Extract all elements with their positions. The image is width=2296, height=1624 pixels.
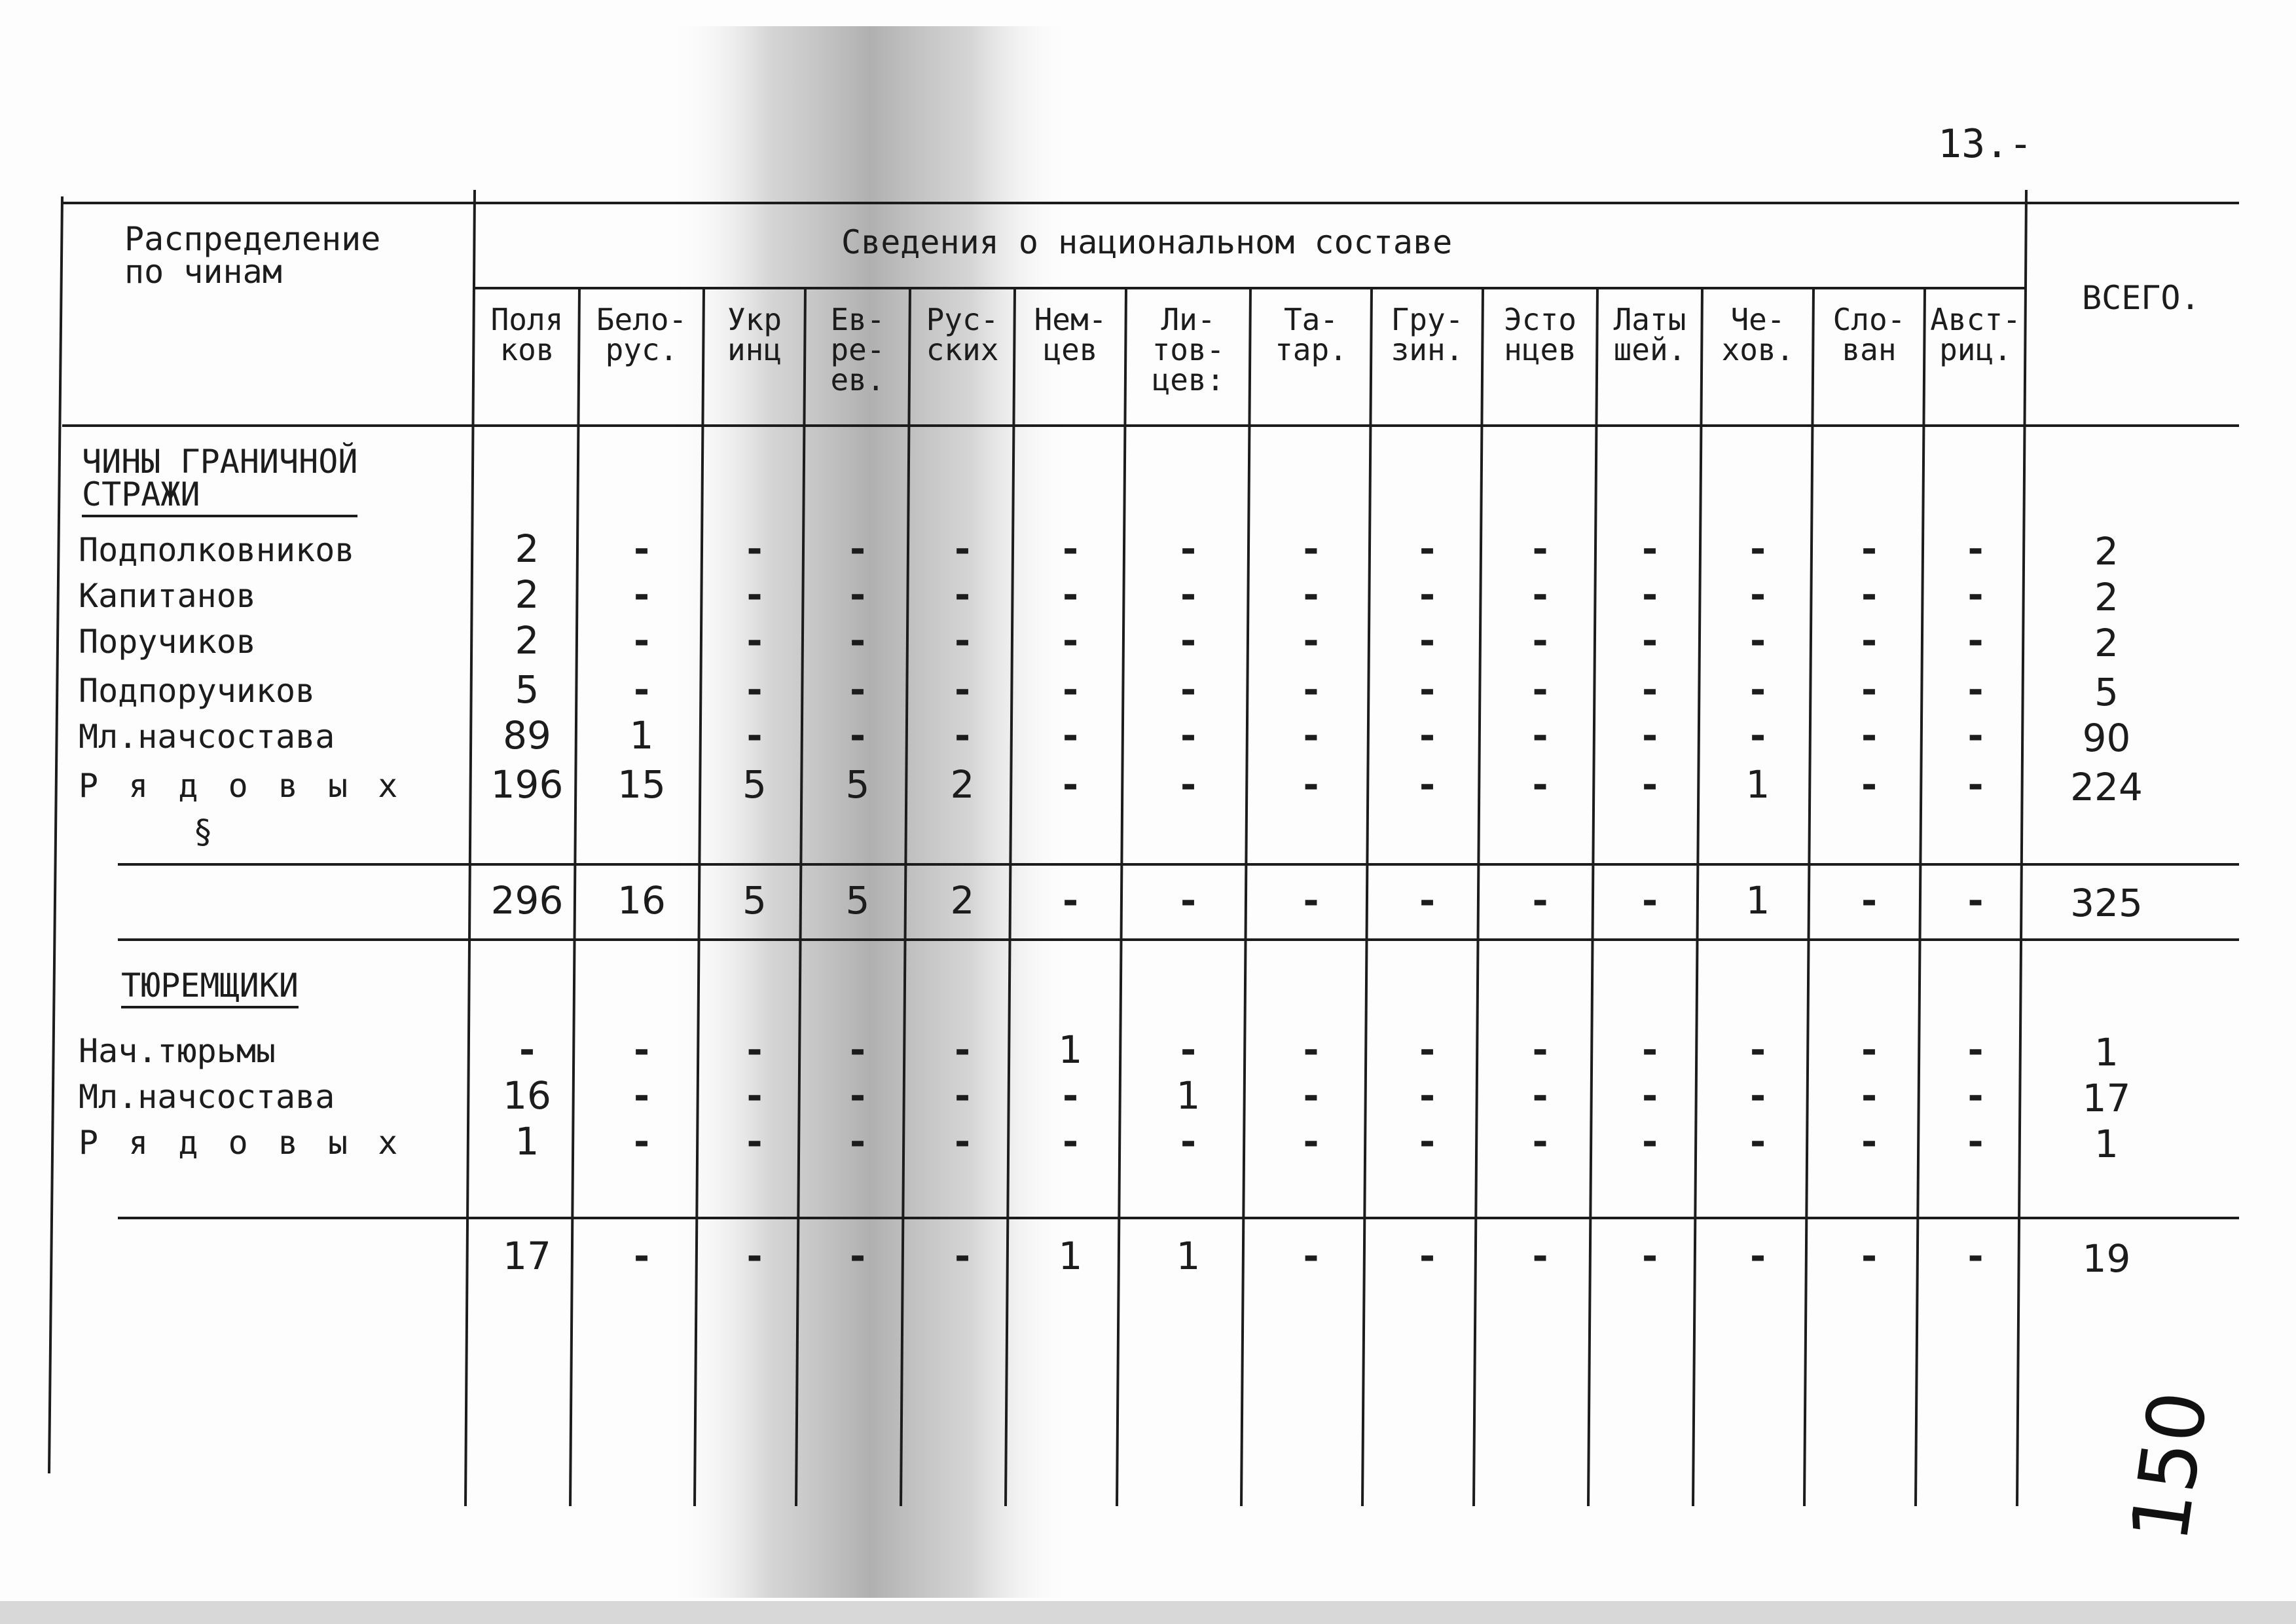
column-header: Авст- риц.: [1930, 302, 2021, 367]
empty-cell: -: [1641, 618, 1658, 663]
empty-cell: -: [1967, 762, 1984, 807]
empty-cell: -: [1532, 713, 1548, 758]
empty-cell: -: [1303, 762, 1319, 807]
total-cell: 5: [2094, 670, 2119, 714]
total-cell: 2: [2094, 529, 2119, 574]
value-cell: 5: [515, 667, 539, 712]
empty-cell: -: [1967, 878, 1984, 923]
empty-cell: -: [1749, 618, 1766, 663]
column-header: Латы шей.: [1613, 302, 1686, 367]
empty-cell: -: [1861, 713, 1878, 758]
empty-cell: -: [633, 1119, 650, 1164]
empty-cell: -: [633, 1234, 650, 1278]
value-cell: 1: [1058, 1234, 1083, 1278]
value-cell: 1: [1745, 762, 1770, 807]
section-mark: §: [193, 813, 213, 851]
empty-cell: -: [1749, 713, 1766, 758]
empty-cell: -: [1062, 526, 1079, 571]
empty-cell: -: [1419, 1027, 1436, 1072]
row-label: Мл.начсостава: [79, 1078, 335, 1116]
empty-cell: -: [1861, 1119, 1878, 1164]
empty-cell: -: [1419, 878, 1436, 923]
column-header: Та- тар.: [1275, 302, 1347, 367]
empty-cell: -: [1749, 1234, 1766, 1278]
empty-cell: -: [633, 667, 650, 712]
empty-cell: -: [1641, 1027, 1658, 1072]
empty-cell: -: [1749, 572, 1766, 617]
row-label: Нач.тюрьмы: [79, 1032, 276, 1070]
value-cell: 16: [503, 1073, 551, 1118]
column-header: Ев- ре- ев.: [830, 302, 885, 397]
empty-cell: -: [1180, 526, 1197, 571]
total-cell: 325: [2070, 881, 2143, 925]
row-label: Р я д о в ы х: [79, 1124, 403, 1162]
empty-cell: -: [954, 667, 971, 712]
empty-cell: -: [1967, 713, 1984, 758]
total-cell: 224: [2070, 765, 2143, 809]
value-cell: 1: [1058, 1027, 1083, 1072]
empty-cell: -: [1419, 762, 1436, 807]
value-cell: 16: [617, 878, 666, 923]
empty-cell: -: [1532, 762, 1548, 807]
value-cell: 15: [617, 762, 666, 807]
empty-cell: -: [1532, 667, 1548, 712]
value-cell: 2: [515, 526, 539, 571]
value-cell: 1: [1176, 1234, 1201, 1278]
total-header: ВСЕГО.: [2082, 279, 2200, 317]
empty-cell: -: [1532, 1119, 1548, 1164]
empty-cell: -: [746, 1234, 763, 1278]
empty-cell: -: [746, 526, 763, 571]
total-cell: 17: [2082, 1076, 2131, 1120]
value-cell: 196: [490, 762, 564, 807]
empty-cell: -: [1967, 1073, 1984, 1118]
total-cell: 2: [2094, 621, 2119, 665]
empty-cell: -: [633, 1027, 650, 1072]
empty-cell: -: [1180, 667, 1197, 712]
row-label: Поручиков: [79, 623, 256, 661]
empty-cell: -: [849, 1027, 866, 1072]
empty-cell: -: [1180, 1027, 1197, 1072]
empty-cell: -: [1062, 1119, 1079, 1164]
empty-cell: -: [954, 1234, 971, 1278]
empty-cell: -: [1967, 1234, 1984, 1278]
empty-cell: -: [1641, 762, 1658, 807]
empty-cell: -: [746, 713, 763, 758]
empty-cell: -: [1062, 713, 1079, 758]
column-header: Укр инц: [727, 302, 782, 367]
empty-cell: -: [1180, 878, 1197, 923]
column-header: Эсто нцев: [1504, 302, 1576, 367]
handwritten-folio-number: 150: [2114, 1386, 2226, 1547]
empty-cell: -: [1861, 1073, 1878, 1118]
empty-cell: -: [954, 1027, 971, 1072]
empty-cell: -: [1532, 572, 1548, 617]
row-label: Мл.начсостава: [79, 718, 335, 756]
value-cell: 1: [1176, 1073, 1201, 1118]
page-number: 13.-: [1938, 121, 2033, 167]
empty-cell: -: [1419, 713, 1436, 758]
column-header: Гру- зин.: [1391, 302, 1464, 367]
empty-cell: -: [1641, 667, 1658, 712]
empty-cell: -: [849, 1073, 866, 1118]
value-cell: 2: [515, 618, 539, 663]
empty-cell: -: [633, 526, 650, 571]
empty-cell: -: [1303, 572, 1319, 617]
empty-cell: -: [1419, 526, 1436, 571]
total-cell: 19: [2082, 1236, 2131, 1281]
total-cell: 2: [2094, 575, 2119, 619]
row-label: Р я д о в ы х: [79, 767, 403, 805]
empty-cell: -: [1062, 667, 1079, 712]
empty-cell: -: [1303, 878, 1319, 923]
empty-cell: -: [1861, 526, 1878, 571]
empty-cell: -: [1532, 618, 1548, 663]
empty-cell: -: [746, 1027, 763, 1072]
total-cell: 1: [2094, 1030, 2119, 1075]
empty-cell: -: [849, 713, 866, 758]
scanner-edge: [0, 1601, 2296, 1624]
empty-cell: -: [1062, 618, 1079, 663]
group-header: Сведения о национальном составе: [841, 223, 1453, 261]
empty-cell: -: [1062, 878, 1079, 923]
section-title: ЧИНЫ ГРАНИЧНОЙ СТРАЖИ: [82, 445, 357, 517]
empty-cell: -: [849, 1234, 866, 1278]
empty-cell: -: [1641, 572, 1658, 617]
empty-cell: -: [1532, 1027, 1548, 1072]
empty-cell: -: [1967, 1119, 1984, 1164]
empty-cell: -: [954, 1073, 971, 1118]
empty-cell: -: [1532, 1073, 1548, 1118]
empty-cell: -: [1303, 526, 1319, 571]
column-header: Поля ков: [490, 302, 564, 367]
empty-cell: -: [1180, 572, 1197, 617]
empty-cell: -: [1861, 667, 1878, 712]
value-cell: 17: [503, 1234, 551, 1278]
empty-cell: -: [849, 667, 866, 712]
empty-cell: -: [1180, 713, 1197, 758]
value-cell: 5: [845, 878, 870, 923]
total-cell: 1: [2094, 1122, 2119, 1166]
value-cell: 89: [503, 713, 551, 758]
empty-cell: -: [1419, 1234, 1436, 1278]
empty-cell: -: [1967, 618, 1984, 663]
empty-cell: -: [1861, 618, 1878, 663]
empty-cell: -: [1641, 1119, 1658, 1164]
empty-cell: -: [1749, 1073, 1766, 1118]
value-cell: 5: [742, 762, 767, 807]
empty-cell: -: [1967, 667, 1984, 712]
value-cell: 2: [950, 762, 975, 807]
empty-cell: -: [1532, 1234, 1548, 1278]
empty-cell: -: [1303, 1234, 1319, 1278]
empty-cell: -: [1861, 762, 1878, 807]
empty-cell: -: [1180, 618, 1197, 663]
empty-cell: -: [746, 667, 763, 712]
total-cell: 90: [2082, 716, 2131, 760]
empty-cell: -: [1303, 1073, 1319, 1118]
empty-cell: -: [633, 572, 650, 617]
empty-cell: -: [746, 1119, 763, 1164]
empty-cell: -: [1861, 878, 1878, 923]
empty-cell: -: [1749, 1119, 1766, 1164]
column-header: Че- хов.: [1721, 302, 1795, 367]
empty-cell: -: [1532, 878, 1548, 923]
empty-cell: -: [1967, 1027, 1984, 1072]
empty-cell: -: [954, 618, 971, 663]
empty-cell: -: [1062, 572, 1079, 617]
empty-cell: -: [1749, 667, 1766, 712]
empty-cell: -: [954, 713, 971, 758]
empty-cell: -: [1062, 762, 1079, 807]
row-header: Распределение по чинам: [124, 220, 381, 291]
empty-cell: -: [1641, 878, 1658, 923]
empty-cell: -: [633, 1073, 650, 1118]
value-cell: 1: [629, 713, 654, 758]
row-label: Подпоручиков: [79, 672, 316, 710]
value-cell: 1: [515, 1119, 539, 1164]
empty-cell: -: [1749, 526, 1766, 571]
value-cell: 1: [1745, 878, 1770, 923]
empty-cell: -: [1861, 572, 1878, 617]
empty-cell: -: [1419, 1119, 1436, 1164]
empty-cell: -: [519, 1027, 536, 1072]
empty-cell: -: [954, 526, 971, 571]
column-header: Ли- тов- цев:: [1152, 302, 1225, 397]
empty-cell: -: [1419, 667, 1436, 712]
empty-cell: -: [1303, 713, 1319, 758]
empty-cell: -: [1303, 618, 1319, 663]
empty-cell: -: [849, 526, 866, 571]
value-cell: 2: [515, 572, 539, 617]
value-cell: 2: [950, 878, 975, 923]
empty-cell: -: [746, 572, 763, 617]
empty-cell: -: [1180, 762, 1197, 807]
empty-cell: -: [1303, 667, 1319, 712]
empty-cell: -: [633, 618, 650, 663]
column-header: Нем- цев: [1034, 302, 1107, 367]
empty-cell: -: [1641, 526, 1658, 571]
empty-cell: -: [849, 618, 866, 663]
section-title: ТЮРЕМЩИКИ: [121, 969, 299, 1008]
empty-cell: -: [1180, 1119, 1197, 1164]
row-label: Подполковников: [79, 531, 355, 569]
value-cell: 5: [742, 878, 767, 923]
empty-cell: -: [1419, 618, 1436, 663]
empty-cell: -: [849, 1119, 866, 1164]
empty-cell: -: [1303, 1119, 1319, 1164]
empty-cell: -: [1419, 572, 1436, 617]
empty-cell: -: [1967, 572, 1984, 617]
empty-cell: -: [1062, 1073, 1079, 1118]
value-cell: 296: [490, 878, 564, 923]
empty-cell: -: [1861, 1234, 1878, 1278]
empty-cell: -: [1749, 1027, 1766, 1072]
empty-cell: -: [1419, 1073, 1436, 1118]
column-header: Рус- ских: [926, 302, 999, 367]
empty-cell: -: [1641, 1073, 1658, 1118]
empty-cell: -: [954, 1119, 971, 1164]
column-header: Бело- рус.: [596, 302, 687, 367]
empty-cell: -: [1967, 526, 1984, 571]
empty-cell: -: [1532, 526, 1548, 571]
empty-cell: -: [954, 572, 971, 617]
value-cell: 5: [845, 762, 870, 807]
empty-cell: -: [1641, 1234, 1658, 1278]
empty-cell: -: [746, 1073, 763, 1118]
empty-cell: -: [1641, 713, 1658, 758]
column-header: Сло- ван: [1832, 302, 1906, 367]
row-label: Капитанов: [79, 577, 256, 615]
empty-cell: -: [1861, 1027, 1878, 1072]
empty-cell: -: [1303, 1027, 1319, 1072]
empty-cell: -: [746, 618, 763, 663]
empty-cell: -: [849, 572, 866, 617]
